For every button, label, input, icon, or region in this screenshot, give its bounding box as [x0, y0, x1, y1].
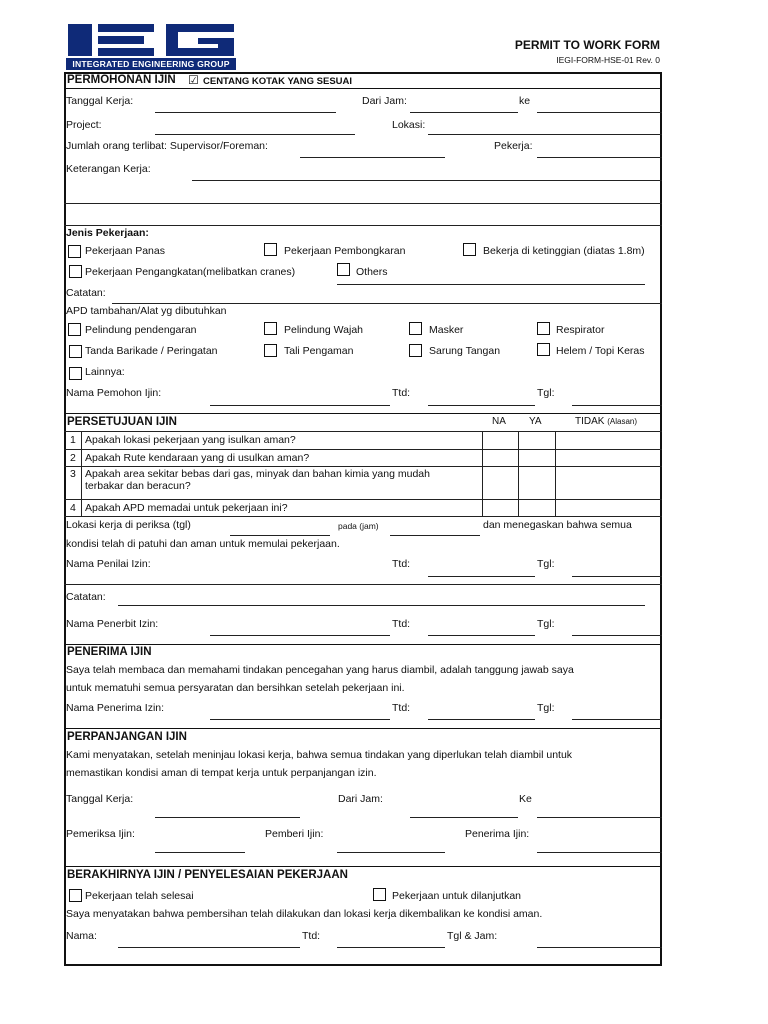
- question-no: 3: [70, 468, 76, 480]
- pemohon-tgl-label: Tgl:: [537, 387, 555, 399]
- table-row-line: [64, 466, 662, 467]
- perpanjangan-statement-2: memastikan kondisi aman di tempat kerja untuk perpanjangan izin.: [66, 767, 377, 779]
- jenis-label-pembongkaran: Pekerjaan Pembongkaran: [284, 245, 406, 257]
- section-divider: [64, 728, 662, 729]
- akhir-tgl-jam-field[interactable]: [537, 947, 662, 948]
- jenis-checkbox-ketinggian[interactable]: [463, 243, 476, 256]
- lokasi-label: Lokasi:: [392, 119, 426, 131]
- penerima-statement-1: Saya telah membaca dan memahami tindakan pencegahan yang harus diambil, adalah tanggung jawab saya: [66, 664, 574, 676]
- penerbit-tgl-field[interactable]: [572, 635, 662, 636]
- question-text-cont: terbakar dan beracun?: [85, 480, 191, 492]
- jumlah-label: Jumlah orang terlibat: Supervisor/Foreman:: [66, 140, 268, 152]
- penilai-tgl-label: Tgl:: [537, 558, 555, 570]
- nama-penerima-label: Nama Penerima Izin:: [66, 702, 165, 714]
- penerima-ttd-field[interactable]: [428, 719, 535, 720]
- question-no: 2: [70, 452, 76, 464]
- catatan-field[interactable]: [112, 303, 662, 304]
- penilai-tgl-field[interactable]: [572, 576, 662, 577]
- section-divider: [64, 644, 662, 645]
- section2-title: PERSETUJUAN IJIN: [67, 416, 177, 428]
- apd-label-pendengaran: Pelindung pendengaran: [85, 324, 197, 336]
- table-bottom-line: [64, 516, 662, 517]
- pemohon-ttd-field[interactable]: [428, 405, 535, 406]
- perp-ke-field[interactable]: [537, 817, 662, 818]
- section-divider: [64, 413, 662, 414]
- apd-checkbox-sarung[interactable]: [409, 344, 422, 357]
- divider: [64, 225, 662, 226]
- penerima-ttd-label: Ttd:: [392, 702, 411, 714]
- form-title: PERMIT TO WORK FORM: [514, 38, 660, 52]
- apd-label-barikade: Tanda Barikade / Peringatan: [85, 345, 218, 357]
- penerima-tgl-field[interactable]: [572, 719, 662, 720]
- col-ya-header: YA: [529, 416, 542, 427]
- menegaskan-text: dan menegaskan bahwa semua: [483, 519, 632, 531]
- section3-title: PENERIMA IJIN: [67, 646, 152, 658]
- question-no: 1: [70, 434, 76, 446]
- lokasi-field[interactable]: [428, 134, 662, 135]
- perp-dari-jam-label: Dari Jam:: [338, 793, 383, 805]
- nama-penerima-field[interactable]: [210, 719, 390, 720]
- nama-penerbit-label: Nama Penerbit Izin:: [66, 618, 159, 630]
- pemohon-tgl-field[interactable]: [572, 405, 662, 406]
- question-text: Apakah lokasi pekerjaan yang isulkan aman?: [85, 434, 296, 446]
- perp-tanggal-field[interactable]: [155, 817, 300, 818]
- apd-checkbox-lainnya[interactable]: [69, 367, 82, 380]
- apd-checkbox-wajah[interactable]: [264, 322, 277, 335]
- jenis-checkbox-panas[interactable]: [68, 245, 81, 258]
- project-field[interactable]: [155, 134, 355, 135]
- penerbit-ttd-label: Ttd:: [392, 618, 411, 630]
- pemeriksa-field[interactable]: [155, 852, 245, 853]
- apd-label-respirator: Respirator: [556, 324, 605, 336]
- lokasi-periksa-label: Lokasi kerja di periksa (tgl): [66, 519, 191, 531]
- apd-checkbox-masker[interactable]: [409, 322, 422, 335]
- perp-tanggal-label: Tanggal Kerja:: [66, 793, 134, 805]
- nama-pemohon-field[interactable]: [210, 405, 390, 406]
- jenis-checkbox-pengangkatan[interactable]: [69, 265, 82, 278]
- penerima-statement-2: untuk mematuhi semua persyaratan dan bersihkan setelah pekerjaan ini.: [66, 682, 405, 694]
- table-col-line: [81, 431, 82, 516]
- divider: [64, 584, 662, 585]
- apd-checkbox-barikade[interactable]: [69, 345, 82, 358]
- project-label: Project:: [66, 119, 102, 131]
- pada-jam-label: pada (jam): [338, 521, 379, 531]
- nama-penerbit-field[interactable]: [210, 635, 390, 636]
- catatan-label: Catatan:: [66, 287, 106, 299]
- perp-penerima-field[interactable]: [537, 852, 662, 853]
- check-icon: ☑: [188, 73, 199, 87]
- dari-jam-field[interactable]: [410, 112, 518, 113]
- jenis-label-pengangkatan: Pekerjaan Pengangkatan(melibatkan cranes): [85, 266, 296, 278]
- pekerja-label: Pekerja:: [494, 140, 533, 152]
- penilai-ttd-field[interactable]: [428, 576, 535, 577]
- tanggal-kerja-label: Tanggal Kerja:: [66, 95, 134, 107]
- logo-letters-graphic: [66, 20, 236, 60]
- question-text: Apakah APD memadai untuk pekerjaan ini?: [85, 502, 288, 514]
- divider: [64, 88, 662, 89]
- kondisi-text: kondisi telah di patuhi dan aman untuk memulai pekerjaan.: [66, 538, 340, 550]
- apd-label-helem: Helem / Topi Keras: [556, 345, 645, 357]
- dari-jam-label: Dari Jam:: [362, 95, 407, 107]
- nama-pemohon-label: Nama Pemohon Ijin:: [66, 387, 162, 399]
- section1-title: PERMOHONAN IJIN: [67, 74, 176, 86]
- akhir-tgl-jam-label: Tgl & Jam:: [447, 930, 498, 942]
- akhir-nama-field[interactable]: [118, 947, 300, 948]
- section-divider: [64, 866, 662, 867]
- akhir-ttd-label: Ttd:: [302, 930, 321, 942]
- selesai-label: Pekerjaan telah selesai: [85, 890, 194, 902]
- keterangan-field-2[interactable]: [64, 203, 662, 204]
- ke-field[interactable]: [537, 112, 662, 113]
- dilanjutkan-label: Pekerjaan untuk dilanjutkan: [392, 890, 522, 902]
- table-col-line: [518, 431, 519, 516]
- apd-checkbox-pendengaran[interactable]: [68, 323, 81, 336]
- company-logo: [66, 20, 236, 72]
- nama-penilai-label: Nama Penilai Izin:: [66, 558, 151, 570]
- apd-checkbox-helem[interactable]: [537, 343, 550, 356]
- lokasi-periksa-tgl-field[interactable]: [230, 535, 330, 536]
- ke-label: ke: [519, 95, 531, 107]
- selesai-checkbox[interactable]: [69, 889, 82, 902]
- table-col-line: [555, 431, 556, 516]
- table-row-line: [64, 449, 662, 450]
- supervisor-field[interactable]: [300, 157, 445, 158]
- penerima-tgl-label: Tgl:: [537, 702, 555, 714]
- question-text: Apakah area sekitar bebas dari gas, minyak dan bahan kimia yang mudah: [85, 468, 430, 480]
- keterangan-label: Keterangan Kerja:: [66, 163, 151, 175]
- apd-checkbox-respirator[interactable]: [537, 322, 550, 335]
- apd-label-masker: Masker: [429, 324, 464, 336]
- table-row-line: [64, 499, 662, 500]
- question-no: 4: [70, 502, 76, 514]
- penerbit-ttd-field[interactable]: [428, 635, 535, 636]
- pada-jam-field[interactable]: [390, 535, 480, 536]
- catatan2-field[interactable]: [118, 605, 645, 606]
- dilanjutkan-checkbox[interactable]: [373, 888, 386, 901]
- table-top-line: [64, 431, 662, 432]
- apd-title: APD tambahan/Alat yg dibutuhkan: [66, 305, 227, 317]
- col-na-header: NA: [492, 416, 506, 427]
- apd-label-tali: Tali Pengaman: [284, 345, 354, 357]
- jenis-label-ketinggian: Bekerja di ketinggian (diatas 1.8m): [483, 245, 645, 257]
- apd-label-lainnya: Lainnya:: [85, 366, 125, 378]
- pemberi-field[interactable]: [337, 852, 445, 853]
- penilai-ttd-label: Ttd:: [392, 558, 411, 570]
- akhir-nama-label: Nama:: [66, 930, 97, 942]
- jenis-checkbox-pembongkaran[interactable]: [264, 243, 277, 256]
- penyelesaian-statement: Saya menyatakan bahwa pembersihan telah dilakukan dan lokasi kerja dikembalikan ke kondisi aman.: [66, 908, 543, 920]
- section1-instruction: CENTANG KOTAK YANG SESUAI: [203, 76, 353, 87]
- jenis-label-panas: Pekerjaan Panas: [85, 245, 165, 257]
- pemberi-label: Pemberi Ijin:: [265, 828, 324, 840]
- apd-checkbox-tali[interactable]: [264, 344, 277, 357]
- keterangan-field-1[interactable]: [192, 180, 662, 181]
- jenis-checkbox-others[interactable]: [337, 263, 350, 276]
- section5-title: BERAKHIRNYA IJIN / PENYELESAIAN PEKERJAAN: [67, 869, 348, 881]
- perpanjangan-statement-1: Kami menyatakan, setelah meninjau lokasi kerja, bahwa semua tindakan yang diperlukan telah diambil untuk: [66, 749, 573, 761]
- pemeriksa-label: Pemeriksa Ijin:: [66, 828, 135, 840]
- pekerja-field[interactable]: [537, 157, 662, 158]
- col-tidak-header: TIDAK (Alasan): [575, 416, 638, 427]
- perp-dari-jam-field[interactable]: [410, 817, 518, 818]
- form-code: IEGI-FORM-HSE-01 Rev. 0: [556, 55, 660, 65]
- jenis-label-others: Others: [356, 266, 388, 278]
- penerbit-tgl-label: Tgl:: [537, 618, 555, 630]
- tanggal-kerja-field[interactable]: [155, 112, 336, 113]
- section4-title: PERPANJANGAN IJIN: [67, 731, 187, 743]
- perp-ke-label: Ke: [519, 793, 532, 805]
- jenis-title: Jenis Pekerjaan:: [66, 227, 149, 239]
- akhir-ttd-field[interactable]: [337, 947, 445, 948]
- table-col-line: [482, 431, 483, 516]
- question-text: Apakah Rute kendaraan yang di usulkan aman?: [85, 452, 310, 464]
- pemohon-ttd-label: Ttd:: [392, 387, 411, 399]
- others-field[interactable]: [337, 284, 645, 285]
- apd-label-sarung: Sarung Tangan: [429, 345, 501, 357]
- apd-label-wajah: Pelindung Wajah: [284, 324, 363, 336]
- perp-penerima-label: Penerima Ijin:: [465, 828, 530, 840]
- catatan2-label: Catatan:: [66, 591, 106, 603]
- logo-subtitle: INTEGRATED ENGINEERING GROUP: [66, 58, 236, 70]
